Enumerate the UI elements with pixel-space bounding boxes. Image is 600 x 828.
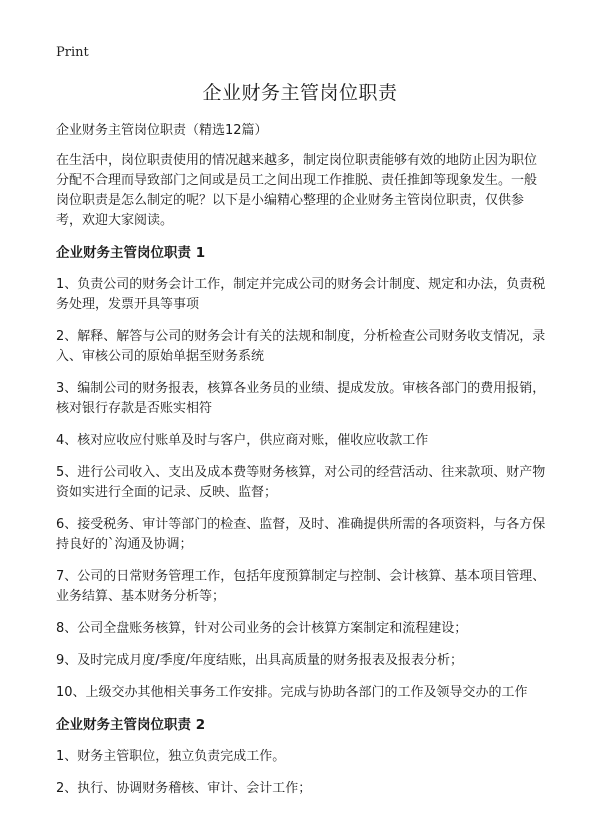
duty-item: 7、公司的日常财务管理工作，包括年度预算制定与控制、会计核算、基本项目管理、业务结算、基本财务分析等；: [56, 569, 546, 604]
duty-item: 1、负责公司的财务会计工作，制定并完成公司的财务会计制度、规定和办法，负责税务处理，发票开具等事项: [56, 277, 546, 312]
duty-item: 5、进行公司收入、支出及成本费等财务核算，对公司的经营活动、往来款项、财产物资如实进行全面的记录、反映、监督；: [56, 465, 546, 500]
duty-item: 3、编制公司的财务报表，核算各业务员的业绩、提成发放。审核各部门的费用报销，核对银行存款是否账实相符: [56, 381, 546, 416]
duty-item: 1、财务主管职位，独立负责完成工作。: [56, 749, 286, 764]
section-heading: 企业财务主管岗位职责 2: [56, 717, 206, 733]
print-link[interactable]: Print: [56, 45, 89, 60]
document-title: 企业财务主管岗位职责: [202, 82, 398, 104]
duty-item: 2、解释、解答与公司的财务会计有关的法规和制度，分析检查公司财务收支情况，录入、审核公司的原始单据至财务系统: [56, 329, 546, 364]
duty-item: 4、核对应收应付账单及时与客户，供应商对账，催收应收款工作: [56, 433, 429, 448]
duty-item: 2、执行、协调财务稽核、审计、会计工作；: [56, 781, 312, 796]
duty-item: 10、上级交办其他相关事务工作安排。完成与协助各部门的工作及领导交办的工作: [56, 685, 528, 700]
intro-paragraph: 在生活中，岗位职责使用的情况越来越多，制定岗位职责能够有效的地防止因为职位分配不合理而导致部门之间或是员工之间出现工作推脱、责任推卸等现象发生。一般岗位职责是怎么制定的呢？以下是小编精心整理的企业财务主管岗位职责，仅供参考，欢迎大家阅读。: [56, 153, 538, 228]
document-body: [56, 121, 548, 811]
duty-item: 6、接受税务、审计等部门的检查、监督，及时、准确提供所需的各项资料，与各方保持良好的`沟通及协调；: [56, 517, 546, 552]
document-subtitle: 企业财务主管岗位职责（精选12篇）: [56, 123, 268, 138]
duty-item: 9、及时完成月度/季度/年度结账，出具高质量的财务报表及报表分析；: [56, 653, 464, 668]
section-heading: 企业财务主管岗位职责 1: [56, 245, 206, 261]
duty-item: 8、公司全盘账务核算，针对公司业务的会计核算方案制定和流程建设；: [56, 621, 468, 636]
